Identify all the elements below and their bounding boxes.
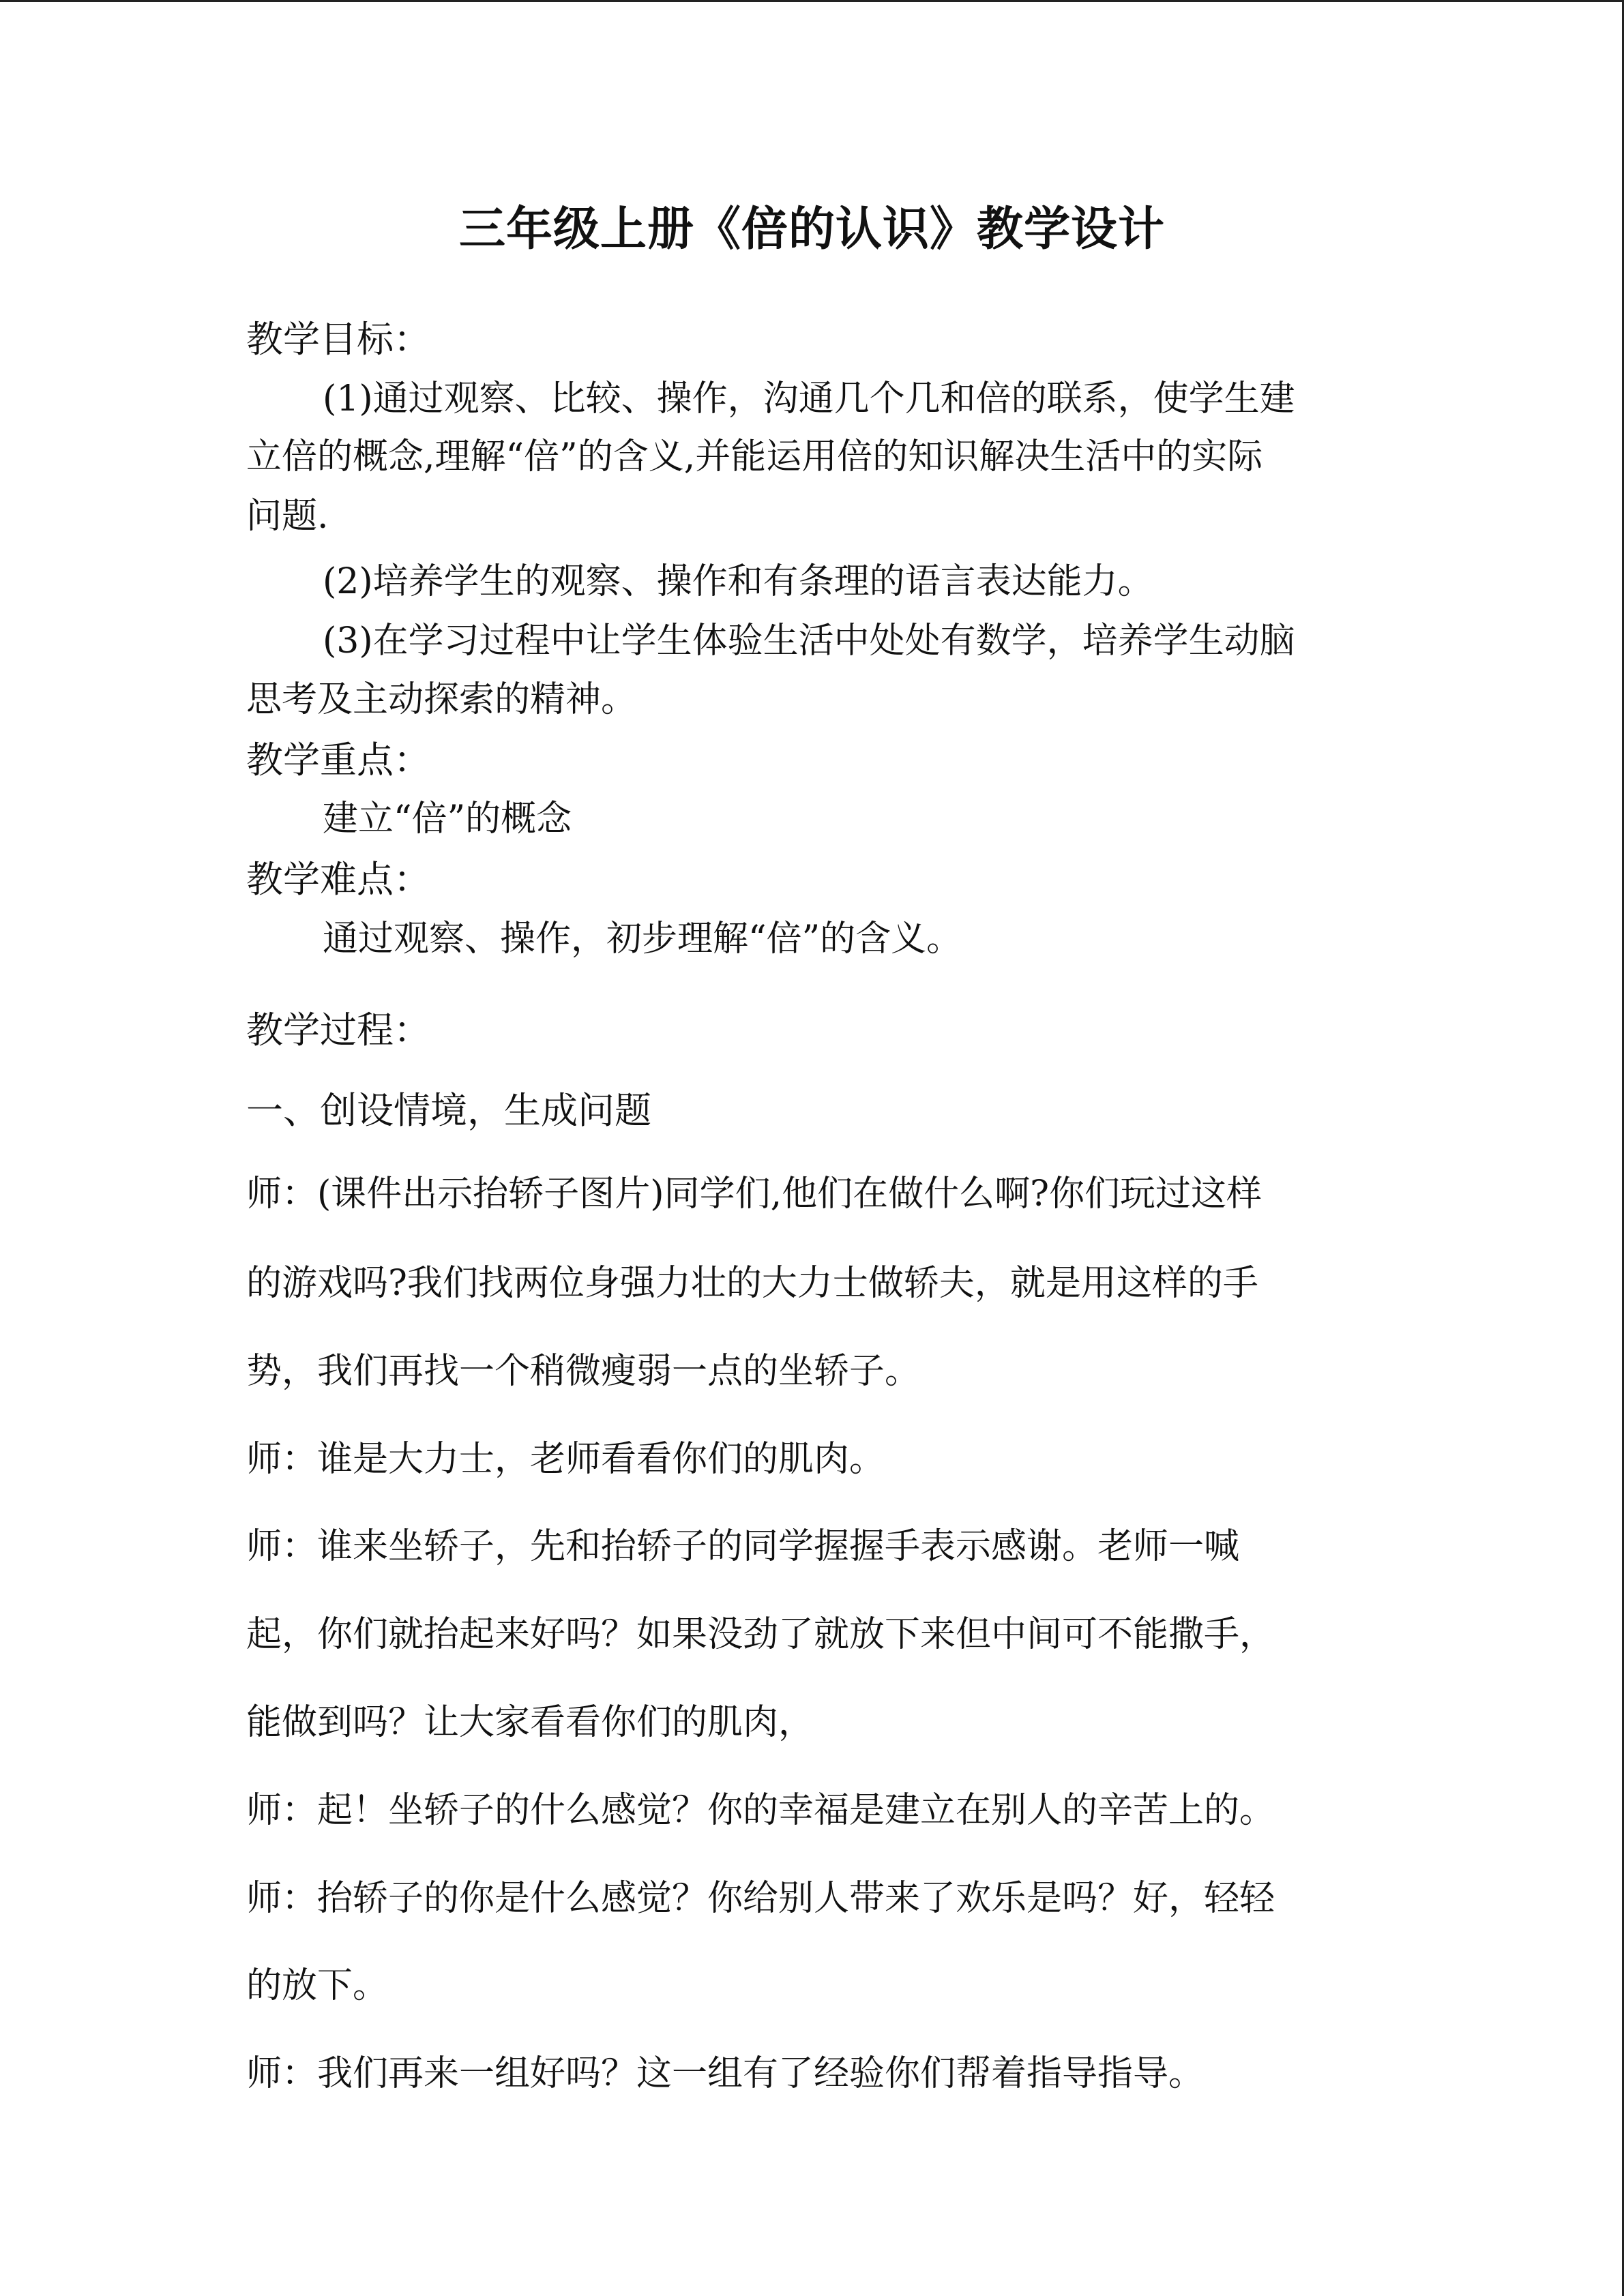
paragraph-1-line-3: 势，我们再找一个稍微瘦弱一点的坐轿子。	[246, 1351, 921, 1392]
goal-3-line-2: 思考及主动探索的精神。	[246, 679, 637, 720]
paragraph-2: 师：谁是大力士，老师看看你们的肌肉。	[246, 1439, 885, 1480]
goal-1-line-2: 立倍的概念,理解“倍”的含义,并能运用倍的知识解决生活中的实际	[246, 436, 1263, 477]
process-heading: 教学过程：	[246, 1009, 430, 1052]
paragraph-1-line-2: 的游戏吗?我们找两位身强力壮的大力士做轿夫，就是用这样的手	[246, 1263, 1258, 1304]
paragraph-4: 师：起！坐轿子的什么感觉？你的幸福是建立在别人的辛苦上的。	[246, 1790, 1275, 1831]
key-points-text: 建立“倍”的概念	[323, 799, 572, 839]
difficulty-text: 通过观察、操作，初步理解“倍”的含义。	[323, 919, 962, 959]
goal-1-line-1: (1)通过观察、比较、操作，沟通几个几和倍的联系，使学生建	[323, 378, 1295, 419]
paragraph-3-line-1: 师：谁来坐轿子，先和抬轿子的同学握握手表示感谢。老师一喊	[246, 1526, 1240, 1567]
page-border-top	[0, 0, 1624, 2]
document-title: 三年级上册《倍的认识》教学设计	[458, 203, 1165, 256]
part-1-heading: 一、创设情境，生成问题	[246, 1089, 651, 1132]
goal-3-line-1: (3)在学习过程中让学生体验生活中处处有数学，培养学生动脑	[323, 621, 1295, 661]
paragraph-6: 师：我们再来一组好吗？这一组有了经验你们帮着指导指导。	[246, 2053, 1205, 2094]
paragraph-3-line-2: 起，你们就抬起来好吗？如果没劲了就放下来但中间可不能撒手，	[246, 1614, 1275, 1655]
goals-heading: 教学目标：	[246, 318, 430, 361]
paragraph-3-line-3: 能做到吗？让大家看看你们的肌肉，	[246, 1702, 814, 1743]
difficulty-heading: 教学难点：	[246, 858, 430, 901]
key-points-heading: 教学重点：	[246, 739, 430, 781]
paragraph-1-line-1: 师：(课件出示抬轿子图片)同学们,他们在做什么啊?你们玩过这样	[246, 1174, 1262, 1214]
paragraph-5-line-2: 的放下。	[246, 1965, 389, 2006]
goal-2: (2)培养学生的观察、操作和有条理的语言表达能力。	[323, 561, 1153, 602]
goal-1-line-3: 问题.	[246, 496, 329, 537]
paragraph-5-line-1: 师：抬轿子的你是什么感觉？你给别人带来了欢乐是吗？好，轻轻	[246, 1878, 1275, 1919]
